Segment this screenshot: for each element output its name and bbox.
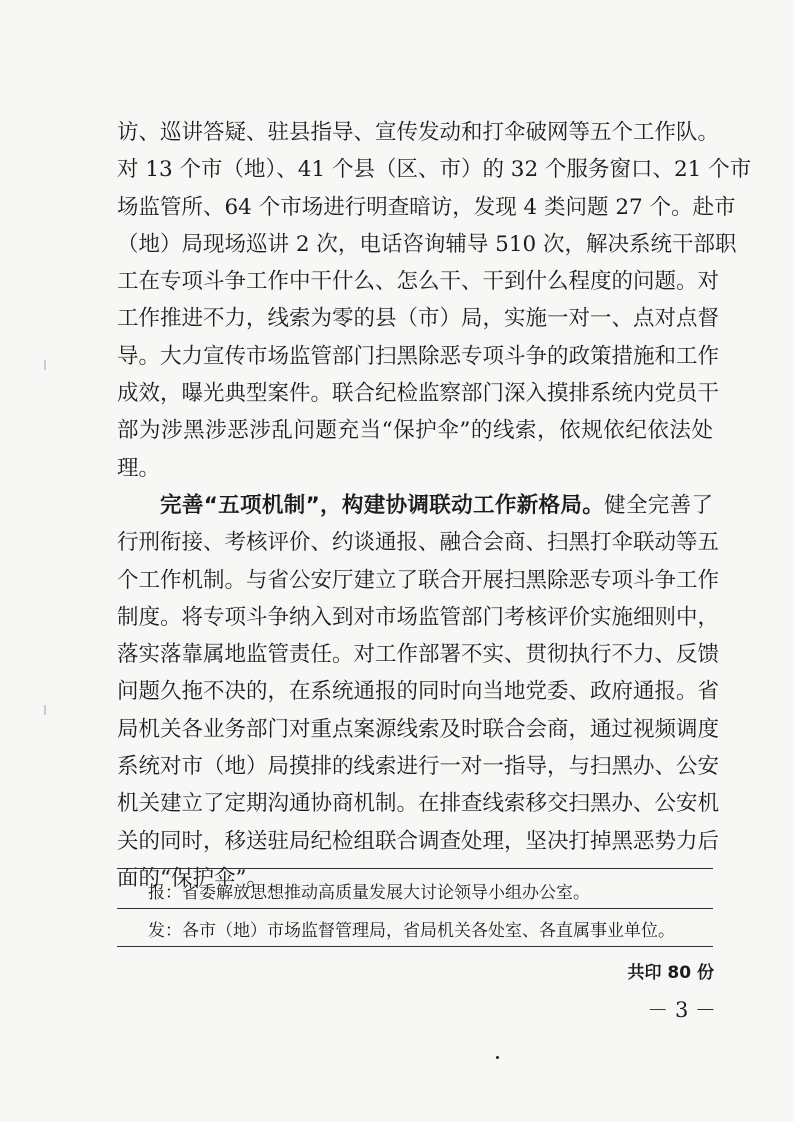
report-to-line: 报：省委解放思想推动高质量发展大讨论领导小组办公室。 bbox=[148, 883, 590, 903]
page-number: － 3 － bbox=[647, 998, 716, 1022]
copies-note: 共印 80 份 bbox=[627, 963, 714, 983]
section-line: 面的“保护伞”。 bbox=[117, 865, 268, 891]
scan-edge-mark bbox=[44, 360, 46, 370]
body-line: 访、巡讲答疑、驻县指导、宣传发动和打伞破网等五个工作队。 bbox=[117, 120, 720, 145]
scan-edge-mark bbox=[44, 705, 46, 715]
section-line: 机关建立了定期沟通协商机制。在排查线索移交扫黑办、公安机 bbox=[117, 791, 720, 817]
section-line: 问题久拖不决的，在系统通报的同时向当地党委、政府通报。省 bbox=[117, 679, 720, 705]
body-line: 成效，曝光典型案件。联合纪检监察部门深入摸排系统内党员干 bbox=[117, 381, 720, 407]
body-line: 工作推进不力，线索为零的县（市）局，实施一对一、点对点督 bbox=[117, 306, 720, 332]
section-line: 落实落靠属地监管责任。对工作部署不实、贯彻执行不力、反馈 bbox=[117, 642, 720, 668]
section-line: 局机关各业务部门对重点案源线索及时联合会商，通过视频调度 bbox=[117, 716, 720, 742]
section-line: 个工作机制。与省公安厅建立了联合开展扫黑除恶专项斗争工作 bbox=[117, 567, 720, 593]
section-first-tail: 健全完善了 bbox=[604, 492, 713, 518]
body-text bbox=[117, 114, 752, 897]
section-line: 行刑衔接、考核评价、约谈通报、融合会商、扫黑打伞联动等五 bbox=[117, 530, 720, 556]
middle-divider bbox=[117, 908, 713, 909]
section-line: 制度。将专项斗争纳入到对市场监管部门考核评价实施细则中， bbox=[117, 604, 720, 630]
body-line: 部为涉黑涉恶涉乱问题充当“保护伞”的线索，依规依纪依法处 bbox=[117, 418, 713, 444]
section-line: 系统对市（地）局摸排的线索进行一对一指导，与扫黑办、公安 bbox=[117, 754, 720, 780]
top-divider bbox=[117, 868, 713, 869]
body-line: （地）局现场巡讲 2 次，电话咨询辅导 510 次，解决系统干部职 bbox=[117, 231, 737, 257]
bottom-divider bbox=[117, 946, 713, 947]
send-to-line: 发：各市（地）市场监督管理局，省局机关各处室、各直属事业单位。 bbox=[148, 921, 675, 941]
scan-speck bbox=[496, 1056, 499, 1059]
section-heading: 完善“五项机制”，构建协调联动工作新格局。 bbox=[160, 492, 605, 518]
body-line: 导。大力宣传市场监管部门扫黑除恶专项斗争的政策措施和工作 bbox=[117, 343, 720, 369]
body-line: 理。 bbox=[117, 455, 161, 481]
section-line: 关的同时，移送驻局纪检组联合调查处理，坚决打掉黑恶势力后 bbox=[117, 828, 720, 854]
section-first-line bbox=[117, 487, 713, 524]
body-line: 场监管所、64 个市场进行明查暗访，发现 4 类问题 27 个。赴市 bbox=[117, 194, 736, 220]
body-line: 工在专项斗争工作中干什么、怎么干、干到什么程度的问题。对 bbox=[117, 269, 720, 295]
body-line: 对 13 个市（地）、41 个县（区、市）的 32 个服务窗口、21 个市 bbox=[117, 157, 752, 183]
